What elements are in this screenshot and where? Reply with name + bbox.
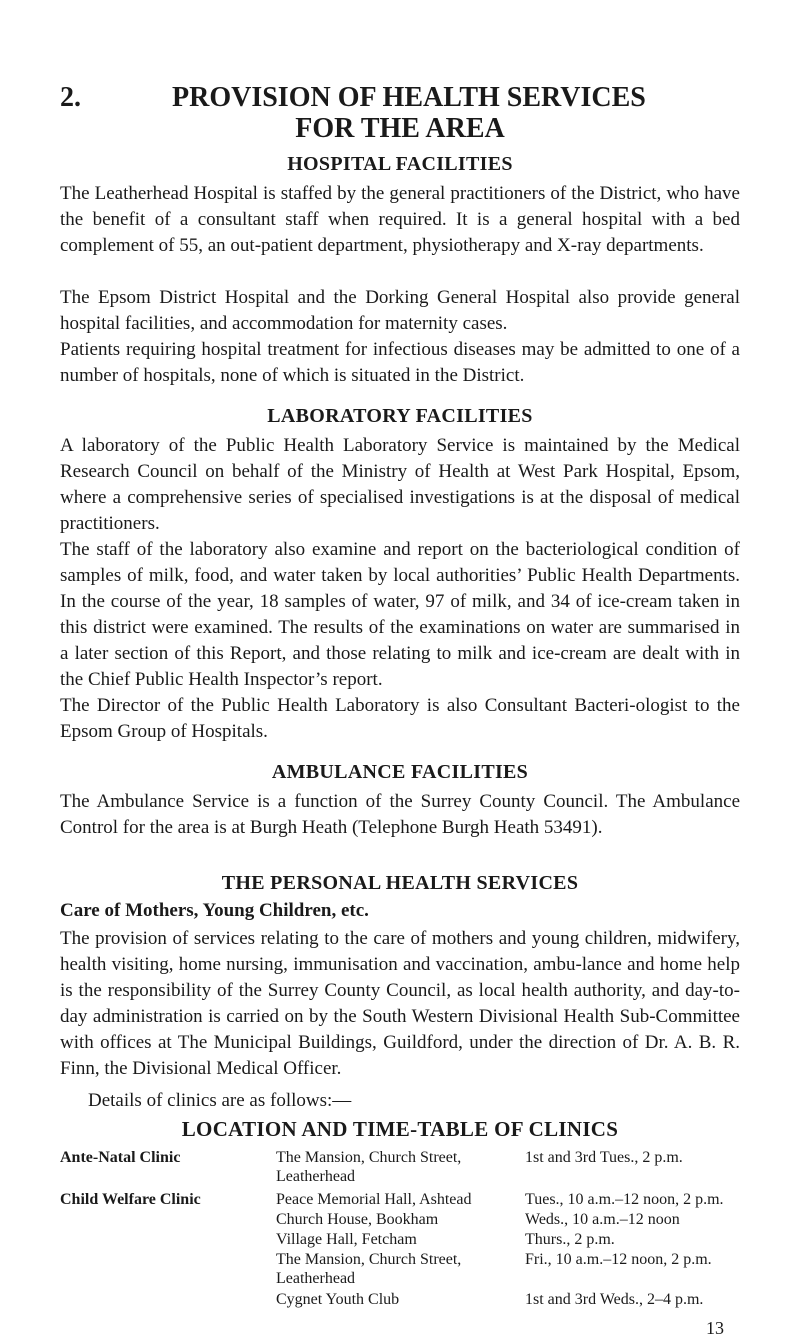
hospital-paragraph-1: The Leatherhead Hospital is staffed by the general practitioners of the District, who have the benefit of a consultant staff when required. It is a general hospital with a bed complement of 55, an out-patient department, physiotherapy and X-ray departments. (60, 183, 740, 256)
hospital-paragraph-3: Patients requiring hospital treatment for infectious diseases may be admitted to one of a number of hospitals, none of which is situated in the District. (60, 339, 740, 386)
clinic-time: Thurs., 2 p.m. (525, 1231, 615, 1248)
clinic-location: Church House, Bookham (276, 1211, 439, 1228)
laboratory-heading: LABORATORY FACILITIES (267, 405, 533, 427)
clinic-time: Weds., 10 a.m.–12 noon (525, 1211, 680, 1228)
clinic-location: Peace Memorial Hall, Ashtead (276, 1191, 472, 1208)
ambulance-heading: AMBULANCE FACILITIES (271, 761, 529, 783)
hospital-heading: HOSPITAL FACILITIES (287, 153, 513, 175)
page-title-line-2: FOR THE AREA (295, 113, 505, 144)
page-title-line-1: PROVISION OF HEALTH SERVICES (172, 82, 646, 113)
personal-health-heading: THE PERSONAL HEALTH SERVICES (221, 872, 579, 894)
clinic-category: Ante-Natal Clinic (60, 1149, 181, 1166)
clinic-time: Tues., 10 a.m.–12 noon, 2 p.m. (525, 1191, 724, 1208)
personal-health-paragraph: The provision of services relating to the care of mothers and young children, midwifery, health visiting, home nursing, immunisation and vaccination, ambu-lance and home help is the responsibility of the Surrey County Council, as local health authority, and day-to-day administration is carried on by the South Western Divisional Health Sub-Committee with offices at The Municipal Buildings, Guildford, under the direction of Dr. A. B. R. Finn, the Divisional Medical Officer. (60, 928, 740, 1079)
clinic-time: 1st and 3rd Weds., 2–4 p.m. (525, 1291, 704, 1308)
hospital-paragraph-2: The Epsom District Hospital and the Dorking General Hospital also provide general hospital facilities, and accommodation for maternity cases. (60, 287, 740, 334)
clinic-location: Village Hall, Fetcham (276, 1231, 417, 1248)
clinic-location: Cygnet Youth Club (276, 1291, 400, 1308)
clinic-time: Fri., 10 a.m.–12 noon, 2 p.m. (525, 1251, 712, 1268)
clinics-table-heading: LOCATION AND TIME-TABLE OF CLINICS (181, 1117, 619, 1141)
personal-health-subheading: Care of Mothers, Young Children, etc. (60, 900, 369, 921)
clinic-category: Child Welfare Clinic (60, 1191, 201, 1208)
page-number: 13 (706, 1318, 724, 1338)
clinic-location: The Mansion, Church Street, Leatherhead (276, 1149, 462, 1185)
clinics-intro: Details of clinics are as follows:— (88, 1090, 352, 1111)
section-number: 2. (60, 82, 81, 113)
laboratory-paragraph-1: A laboratory of the Public Health Laboratory Service is maintained by the Medical Research Council on behalf of the Ministry of Health at West Park Hospital, Epsom, where a comprehensive series of specialised investigations is at the disposal of medical practitioners. (60, 435, 740, 534)
clinic-time: 1st and 3rd Tues., 2 p.m. (525, 1149, 683, 1166)
laboratory-paragraph-2: The staff of the laboratory also examine and report on the bacteriological condition of samples of milk, food, and water taken by local authorities’ Public Health Departments. In the course of the year, 18 samples of water, 97 of milk, and 34 of ice-cream taken in this district were examined. The results of the examinations on water are summarised in a later section of this Report, and those relating to milk and ice-cream are dealt with in the Chief Public Health Inspector’s report. (60, 539, 740, 690)
ambulance-paragraph: The Ambulance Service is a function of the Surrey County Council. The Ambulance Control for the area is at Burgh Heath (Telephone Burgh Heath 53491). (60, 791, 740, 838)
clinic-location: The Mansion, Church Street, Leatherhead (276, 1251, 462, 1287)
laboratory-paragraph-3: The Director of the Public Health Laboratory is also Consultant Bacteri-ologist to the Epsom Group of Hospitals. (60, 695, 740, 742)
